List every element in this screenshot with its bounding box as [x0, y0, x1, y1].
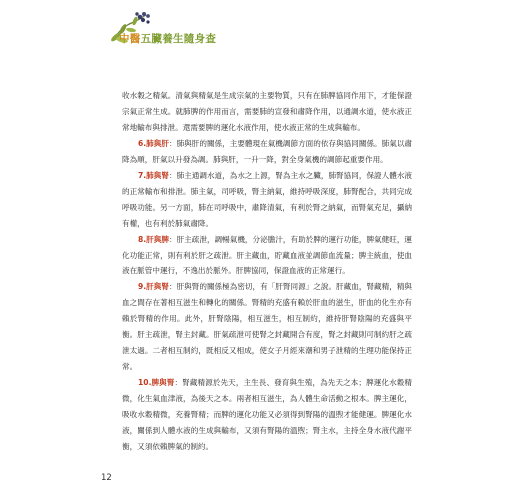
- paragraph-text: ：肝主疏泄，調暢氣機，分泌膽汁，有助於脾的運行功能，脾氣健旺，運化功能正常，則有利於肝之疏泄。肝主藏血，貯藏血液並調節血流量；脾主統血，使血液在脈管中運行，不逸出於脈外。肝脾協同，保證血液的正常運行。: [122, 234, 413, 276]
- paragraph-text: ：腎藏精源於先天，主生長、發育與生殖，為先天之本；脾運化水穀精微，化生氣血津液，為後天之本。兩者相互滋生，為人體生命活動之根本。脾主運化，吸收水穀精微，充養腎精；而脾的運化功能又必須得到腎陽的溫煦才能健運。脾運化水液，關係到人體水液的生成與輸布，又須有腎陽的溫煦；腎主水，主持全身水液代謝平衡，又須依賴脾氣的制約。: [122, 378, 412, 451]
- item-heading: 8.肝與脾: [138, 234, 169, 244]
- item-heading: 6.肺與肝: [138, 138, 169, 148]
- paragraph-text: ：肺主通調水道，為水之上源，腎為主水之臟，肺腎協同，保證人體水液的正常輸布和排泄。肺主氣，司呼吸，腎主納氣，維持呼吸深度，肺腎配合，共同完成呼吸功能。另一方面，肺在司呼吸中，肅降清氣，有利於腎之納氣，而腎氣充足，攝納有權，也有利於肺氣肅降。: [122, 170, 413, 228]
- item-heading: 10.脾與腎: [138, 378, 175, 388]
- body-text: [122, 88, 412, 455]
- header-title: [119, 31, 216, 46]
- paragraph-liver-kidney: [122, 279, 412, 375]
- paragraph-lung-kidney: [122, 168, 412, 232]
- paragraph-spleen-kidney: [122, 375, 412, 455]
- page-number: 12: [101, 473, 112, 483]
- paragraph-continuation: [122, 88, 412, 136]
- item-heading: 7.肺與腎: [138, 170, 169, 180]
- header-title-accent: 中醫: [119, 33, 141, 45]
- header-title-text: 五臟養生隨身查: [140, 33, 217, 45]
- item-heading: 9.肝與腎: [138, 282, 169, 292]
- paragraph-text: ：肺與肝的關係，主要體現在氣機調節方面的依存與協同關係。肺氣以肅降為順，肝氣以升發為調。肺與肝，一升一降，對全身氣機的調節起重要作用。: [122, 138, 413, 164]
- paragraph-liver-spleen: [122, 232, 412, 280]
- paragraph-lung-liver: [122, 136, 412, 168]
- running-header: [108, 10, 228, 60]
- paragraph-text: 收水穀之精氣。清氣與精氣是生成宗氣的主要物質，只有在肺脾協同作用下，才能保證宗氣正常生成。就肺脾的作用而言，需要肺的宣發和肅降作用，以通調水道，使水液正常地輸布與排泄。還需要脾的運化水液作用，使水液正常的生成與輸布。: [122, 91, 412, 132]
- paragraph-text: ：肝與腎的關係極為密切，有「肝腎同源」之說。肝藏血，腎藏精，精與血之間存在著相互滋生和轉化的關係。腎精的充盛有賴於肝血的滋生，肝血的化生亦有賴於腎精的作用。此外，肝腎陰陽，相互滋生，相互制約，維持肝腎陰陽的充盛與平衡。肝主疏泄，腎主封藏。肝氣疏泄可使腎之封藏開合有度，腎之封藏則可制約肝之疏泄太過。二者相互制約，既相反又相成，使女子月經來潮和男子泄精的生理功能保持正常。: [122, 282, 413, 372]
